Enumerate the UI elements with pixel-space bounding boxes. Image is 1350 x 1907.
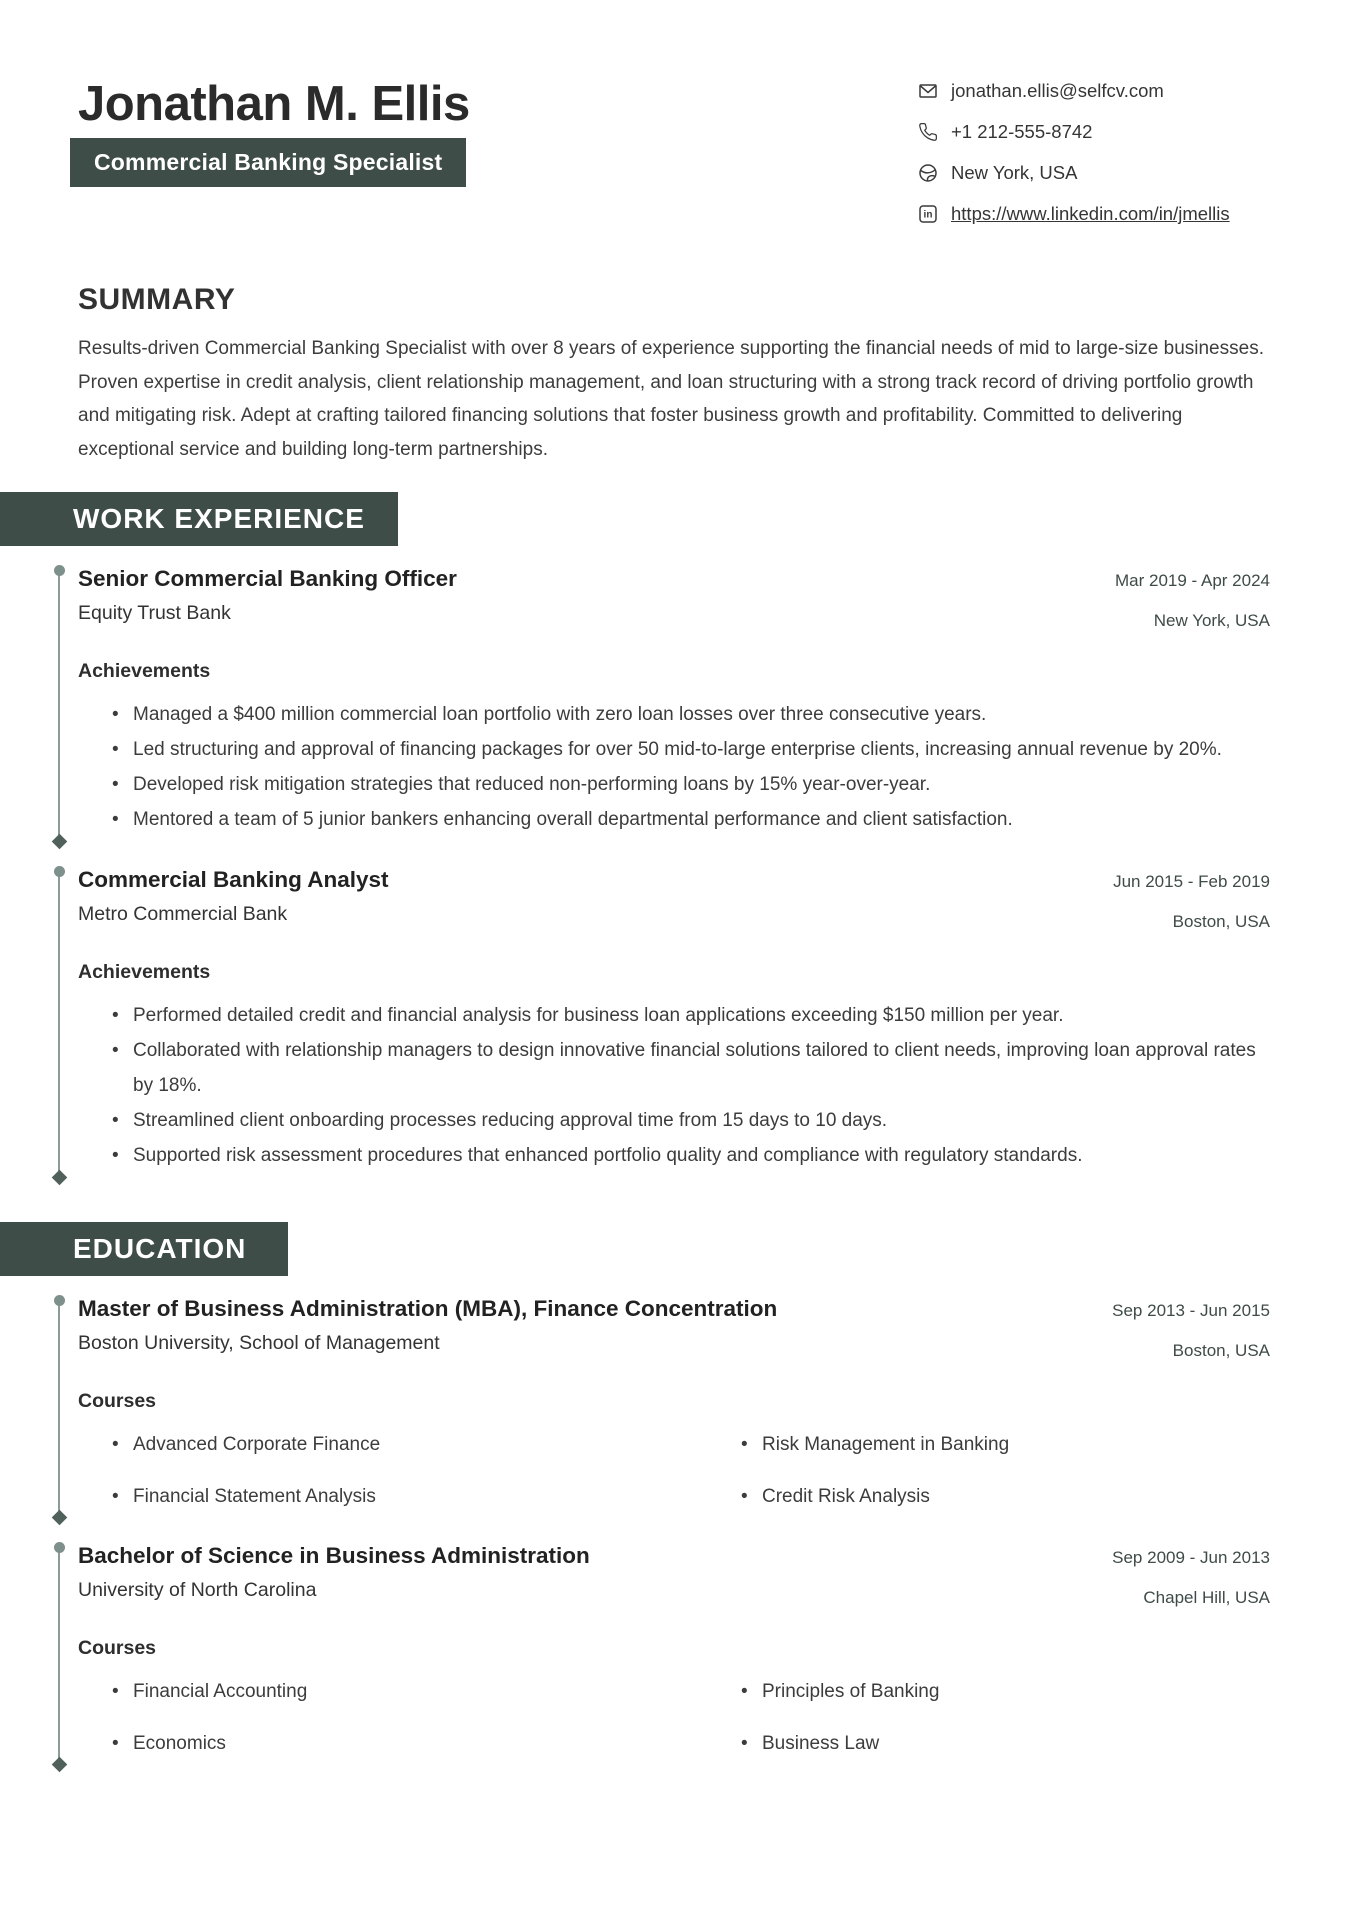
timeline-line	[58, 571, 60, 841]
summary-text: Results-driven Commercial Banking Specialist with over 8 years of experience supporting the financial needs of mid to large-size businesses. Proven expertise in credit analysis, client relationship management, and loan structuring with a strong track record of driving portfolio growth and mitigating risk. Adept at crafting tailored financing solutions that foster business growth and profitability. Committed to delivering exceptional service and building long-term partnerships.	[78, 338, 1264, 460]
contact-email: jonathan.ellis@selfcv.com	[951, 80, 1164, 101]
job-title: Commercial Banking Analyst	[78, 867, 389, 892]
course-item: • Financial Accounting	[78, 1675, 707, 1708]
job-title-block	[78, 867, 389, 925]
education-entry-1	[78, 1296, 1270, 1527]
job-title: Senior Commercial Banking Officer	[78, 566, 457, 591]
courses-label: Courses	[78, 1390, 157, 1412]
date-range: Mar 2019 - Apr 2024	[1115, 571, 1270, 590]
achievements-list	[78, 998, 1270, 1173]
course-item: • Principles of Banking	[707, 1675, 1270, 1708]
date-range: Jun 2015 - Feb 2019	[1113, 872, 1270, 891]
achievements-label: Achievements	[78, 660, 211, 682]
courses-label: Courses	[78, 1637, 157, 1659]
timeline-line	[58, 1301, 60, 1517]
contact-row-linkedin	[918, 203, 1270, 225]
contact-row-location	[918, 162, 1270, 184]
education-meta	[1112, 1543, 1270, 1609]
job-entry-2	[78, 867, 1270, 1187]
school-name: Boston University, School of Management	[78, 1332, 440, 1354]
achievement-item: • Performed detailed credit and financial analysis for business loan applications exceeding $150 million per year.	[78, 998, 1270, 1033]
school-name: University of North Carolina	[78, 1579, 317, 1601]
phone-icon	[918, 122, 938, 142]
contact-phone: +1 212-555-8742	[951, 121, 1093, 142]
timeline-start-dot-icon	[54, 866, 65, 877]
timeline-line	[58, 1548, 60, 1764]
job-entry-header	[78, 566, 1270, 632]
job-location: Boston, USA	[1172, 912, 1270, 931]
timeline-line	[58, 872, 60, 1177]
education-entry-2	[78, 1543, 1270, 1774]
achievements-label: Achievements	[78, 961, 211, 983]
education-location: Boston, USA	[1172, 1341, 1270, 1360]
course-item: • Business Law	[707, 1727, 1270, 1760]
achievement-item: • Managed a $400 million commercial loan portfolio with zero loan losses over three consecutive years.	[78, 697, 1270, 732]
course-item: • Risk Management in Banking	[707, 1428, 1270, 1461]
degree-title: Bachelor of Science in Business Administration	[78, 1543, 590, 1568]
contact-row-email	[918, 80, 1270, 102]
timeline-start-dot-icon	[54, 1542, 65, 1553]
achievement-item: • Developed risk mitigation strategies that reduced non-performing loans by 15% year-over-year.	[78, 767, 1270, 802]
degree-block	[78, 1296, 777, 1354]
timeline-end-diamond-icon	[51, 1757, 67, 1773]
company-name: Metro Commercial Bank	[78, 903, 288, 925]
course-item: • Advanced Corporate Finance	[78, 1428, 707, 1461]
degree-title: Master of Business Administration (MBA), Finance Concentration	[78, 1296, 778, 1321]
email-icon	[918, 81, 938, 101]
job-title-block	[78, 566, 457, 624]
education-heading-label: EDUCATION	[73, 1233, 247, 1264]
job-location: New York, USA	[1153, 611, 1270, 630]
achievements-list	[78, 697, 1270, 837]
achievement-item: • Led structuring and approval of financing packages for over 50 mid-to-large enterprise clients, increasing annual revenue by 20%.	[78, 732, 1270, 767]
work-experience-heading-label: WORK EXPERIENCE	[73, 503, 365, 534]
timeline-end-diamond-icon	[51, 834, 67, 850]
education-entry-header	[78, 1543, 1270, 1609]
summary-section	[78, 284, 1270, 466]
job-entry-header	[78, 867, 1270, 933]
achievement-item: • Supported risk assessment procedures that enhanced portfolio quality and compliance with regulatory standards.	[78, 1138, 1270, 1173]
header	[78, 78, 1270, 244]
course-item: • Financial Statement Analysis	[78, 1480, 707, 1513]
date-range: Sep 2009 - Jun 2013	[1112, 1548, 1270, 1567]
location-icon	[918, 163, 938, 183]
achievement-item: • Collaborated with relationship managers to design innovative financial solutions tailored to client needs, improving loan approval rates by 18%.	[78, 1033, 1270, 1103]
identity-block	[78, 78, 470, 187]
person-name: Jonathan M. Ellis	[78, 77, 470, 131]
summary-heading: SUMMARY	[78, 283, 236, 316]
timeline-end-diamond-icon	[51, 1510, 67, 1526]
course-item: • Credit Risk Analysis	[707, 1480, 1270, 1513]
education-location: Chapel Hill, USA	[1143, 1588, 1270, 1607]
timeline-start-dot-icon	[54, 565, 65, 576]
achievement-item: • Streamlined client onboarding processes reducing approval time from 15 days to 10 days.	[78, 1103, 1270, 1138]
contact-location: New York, USA	[951, 162, 1078, 183]
education-meta	[1112, 1296, 1270, 1362]
courses-list	[78, 1675, 1270, 1760]
job-meta	[1115, 566, 1270, 632]
timeline-end-diamond-icon	[51, 1170, 67, 1186]
achievement-item: • Mentored a team of 5 junior bankers enhancing overall departmental performance and client satisfaction.	[78, 802, 1270, 837]
linkedin-icon	[918, 204, 938, 224]
job-title-badge: Commercial Banking Specialist	[70, 138, 466, 187]
education-heading	[0, 1222, 288, 1276]
contact-row-phone	[918, 121, 1270, 143]
courses-list	[78, 1428, 1270, 1513]
job-entry-1	[78, 566, 1270, 851]
education-entry-header	[78, 1296, 1270, 1362]
work-experience-heading	[0, 492, 398, 546]
svg-text:in: in	[923, 209, 933, 221]
contact-linkedin-link[interactable]: https://www.linkedin.com/in/jmellis	[951, 203, 1230, 224]
date-range: Sep 2013 - Jun 2015	[1112, 1301, 1270, 1320]
contact-list	[918, 78, 1270, 244]
timeline-start-dot-icon	[54, 1295, 65, 1306]
degree-block	[78, 1543, 590, 1601]
company-name: Equity Trust Bank	[78, 602, 231, 624]
job-meta	[1113, 867, 1270, 933]
course-item: • Economics	[78, 1727, 707, 1760]
